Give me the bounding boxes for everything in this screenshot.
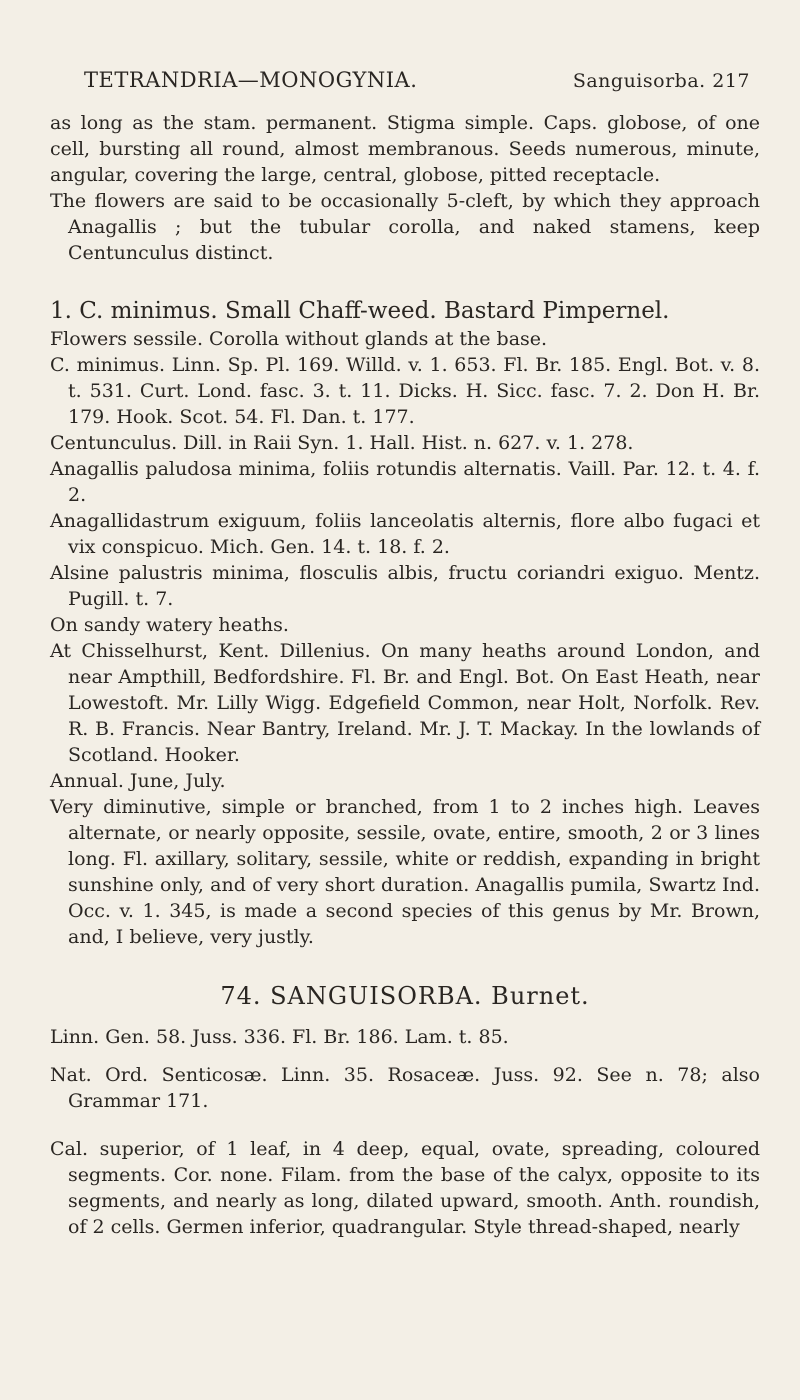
synonym-entry: C. minimus. Linn. Sp. Pl. 169. Willd. v. 1. 653. Fl. Br. 185. Engl. Bot. v. 8. t. 531. Curt. Lond. fasc. 3. t. 11. Dicks. H. Sicc. fasc. 7. 2. Don H. Br. 179. Hook. Scot. 54. Fl. Dan. t. 177. [50, 354, 760, 428]
duration: Annual. June, July. [50, 770, 226, 792]
species-heading: 1. C. minimus. Small Chaff-weed. Bastard Pimpernel. [50, 298, 670, 324]
genus-heading: 74. SANGUISORBA. Burnet. [220, 982, 590, 1010]
species-description: Very diminutive, simple or branched, from 1 to 2 inches high. Leaves alternate, or nearly opposite, sessile, ovate, entire, smooth, 2 or 3 lines long. Fl. axillary, solitary, sessile, white or reddish, expanding in bright sunshine only, and of very short duration. Anagallis pumila, Swartz Ind. Occ. v. 1. 345, is made a second species of this genus by Mr. Brown, and, I believe, very justly. [50, 796, 760, 948]
synonym-entry: Anagallidastrum exiguum, foliis lanceolatis alternis, flore albo fugaci et vix conspicuo. Mich. Gen. 14. t. 18. f. 2. [50, 510, 760, 558]
localities: At Chisselhurst, Kent. Dillenius. On many heaths around London, and near Ampthill, Bedfordshire. Fl. Br. and Engl. Bot. On East Heath, near Lowestoft. Mr. Lilly Wigg. Edgefield Common, near Holt, Norfolk. Rev. R. B. Francis. Near Bantry, Ireland. Mr. J. T. Mackay. In the lowlands of Scotland. Hooker. [50, 640, 760, 766]
running-genus: Sanguisorba. [572, 70, 706, 92]
synonym-entry: Alsine palustris minima, flosculis albis, fructu coriandri exiguo. Mentz. Pugill. t. 7. [50, 562, 760, 610]
synonym-entry: Anagallis paludosa minima, foliis rotundis alternatis. Vaill. Par. 12. t. 4. f. 2. [50, 458, 760, 506]
habitat: On sandy watery heaths. [50, 614, 289, 636]
running-title: TETRANDRIA—MONOGYNIA. [84, 68, 418, 92]
intro-paragraph-2: The flowers are said to be occasionally 5-cleft, by which they approach Anagallis ; but the tubular corolla, and naked stamens, keep Centunculus distinct. [50, 190, 760, 264]
intro-paragraph-1: as long as the stam. permanent. Stigma simple. Caps. globose, of one cell, bursting all round, almost membranous. Seeds numerous, minute, angular, covering the large, central, globose, pitted receptacle. [50, 112, 760, 186]
natural-order: Nat. Ord. Senticosæ. Linn. 35. Rosaceæ. Juss. 92. See n. 78; also Grammar 171. [50, 1064, 760, 1112]
page-number: 217 [712, 70, 750, 92]
genus-citation: Linn. Gen. 58. Juss. 336. Fl. Br. 186. Lam. t. 85. [50, 1026, 509, 1048]
species-diagnosis: Flowers sessile. Corolla without glands at the base. [50, 328, 548, 350]
running-head [50, 68, 760, 92]
synonym-entry: Centunculus. Dill. in Raii Syn. 1. Hall. Hist. n. 627. v. 1. 278. [50, 432, 634, 454]
generic-character: Cal. superior, of 1 leaf, in 4 deep, equal, ovate, spreading, coloured segments. Cor. none. Filam. from the base of the calyx, opposite to its segments, and nearly as long, dilated upward, smooth. Anth. roundish, of 2 cells. Germen inferior, quadrangular. Style thread-shaped, nearly [50, 1138, 760, 1238]
